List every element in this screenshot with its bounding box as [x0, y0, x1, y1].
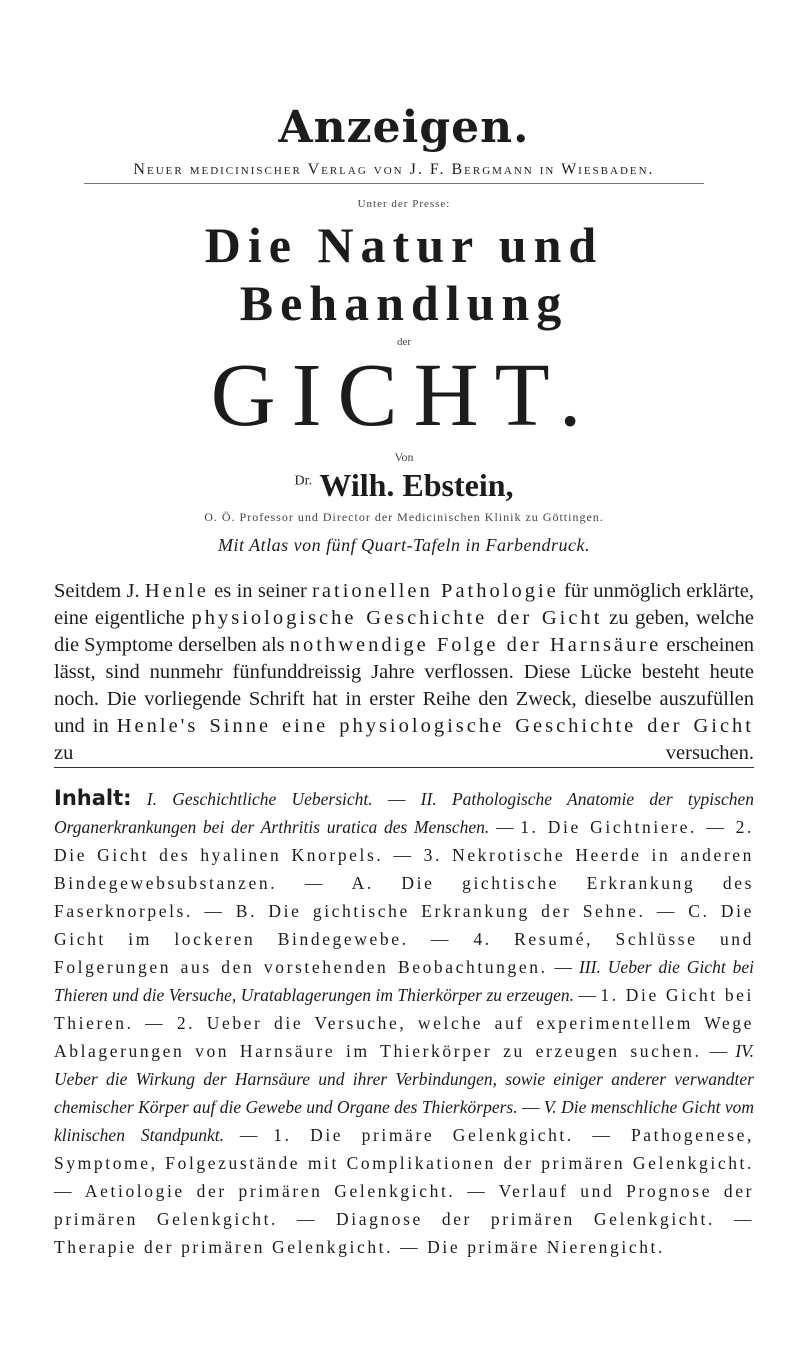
desc-part: erscheinen lässt, sind nunmehr fünfunddreissig Jahre verflossen. Diese Lücke besteht heute noch. Die vorliegende Schrift hat in erster Reihe den Zweck, dieselbe auszufüllen und in: [54, 634, 755, 737]
book-title-main: GICHT.: [210, 346, 598, 445]
desc-part: es in seiner: [208, 580, 313, 602]
table-of-contents: [54, 784, 754, 1261]
contents-dash: —: [489, 817, 521, 837]
contents-dash: —: [547, 957, 579, 977]
contents-label: Inhalt:: [54, 786, 132, 810]
contents-dash: —: [701, 1041, 736, 1061]
page-heading: Anzeigen.: [278, 102, 530, 153]
book-description: [54, 578, 754, 768]
contents-section-5-items: 1. Die primäre Gelenkgicht. — Pathogenese, Symptome, Folgezustände mit Complikationen der primären Gelenkgicht. — Aetiologie der primären Gelenkgicht. — Verlauf und Prognose der primären Gelenkgicht. — Diagnose der primären Gelenkgicht. — Therapie der primären Gelenkgicht. — Die primäre Nierengicht.: [54, 1125, 754, 1257]
announcement-page: [54, 0, 754, 1261]
book-von: Von: [394, 450, 414, 464]
desc-physiological-history: physiologische Geschichte der Gicht: [191, 607, 603, 629]
book-title-der: der: [396, 336, 412, 348]
contents-dash: —: [372, 789, 421, 809]
contents-section-1: I. Geschichtliche Uebersicht.: [146, 789, 373, 809]
contents-dash: —: [223, 1125, 274, 1145]
atlas-note: Mit Atlas von fünf Quart-Tafeln in Farbendruck.: [218, 535, 590, 555]
contents-section-4: IV. Ueber die Wirkung der Harnsäure und ihrer Verbindungen, sowie einiger anderer verwandter chemischer Körper auf die Gewebe und Organe des Thierkörpers.: [54, 1041, 754, 1117]
desc-part: für unmöglich erklärte, eine eigentliche: [54, 580, 754, 629]
desc-necessary-consequence: nothwendige Folge der Harnsäure: [289, 634, 662, 656]
desc-part: zu versuchen.: [54, 742, 754, 764]
desc-part: Seitdem J.: [54, 580, 145, 602]
desc-henle-sense: Henle's Sinne eine physiologische Geschichte der Gicht: [116, 715, 754, 737]
contents-dash: —: [517, 1097, 544, 1117]
contents-section-3: III. Ueber die Gicht bei Thieren und die Versuche, Uratablagerungen im Thierkörper zu erzeugen.: [54, 957, 755, 1005]
book-title-line1: Die Natur und Behandlung: [204, 217, 604, 331]
desc-part: zu geben, welche die Symptome derselben als: [54, 607, 755, 656]
author-title: Dr.: [294, 473, 312, 489]
desc-rational-pathology: rationellen Pathologie: [312, 580, 559, 602]
press-note: Unter der Presse:: [357, 198, 451, 210]
contents-section-2: II. Pathologische Anatomie der typischen Organerkrankungen bei der Arthritis uratica des Menschen.: [54, 789, 755, 837]
publisher-line: Neuer medicinischer Verlag von J. F. Bergmann in Wiesbaden.: [84, 161, 704, 184]
book-author: [54, 467, 754, 504]
contents-dash: —: [574, 985, 601, 1005]
author-position: O. Ö. Professor und Director der Medicinischen Klinik zu Göttingen.: [204, 510, 604, 524]
contents-section-3-items: 1. Die Gicht bei Thieren. — 2. Ueber die Versuche, welche auf experimentellem Wege Ablagerungen von Harnsäure im Thierkörper zu erzeugen suchen.: [54, 985, 754, 1061]
author-name: Wilh. Ebstein,: [319, 467, 514, 503]
contents-section-2-items: 1. Die Gichtniere. — 2. Die Gicht des hyalinen Knorpels. — 3. Nekrotische Heerde in anderen Bindegewebsubstanzen. — A. Die gichtische Erkrankung des Faserknorpels. — B. Die gichtische Erkrankung der Sehne. — C. Die Gicht im lockeren Bindegewebe. — 4. Resumé, Schlüsse und Folgerungen aus den vorstehenden Beobachtungen.: [54, 817, 754, 977]
desc-name-henle: Henle: [144, 580, 209, 602]
book-title-block: [54, 216, 754, 556]
contents-section-5: V. Die menschliche Gicht vom klinischen Standpunkt.: [54, 1097, 755, 1145]
